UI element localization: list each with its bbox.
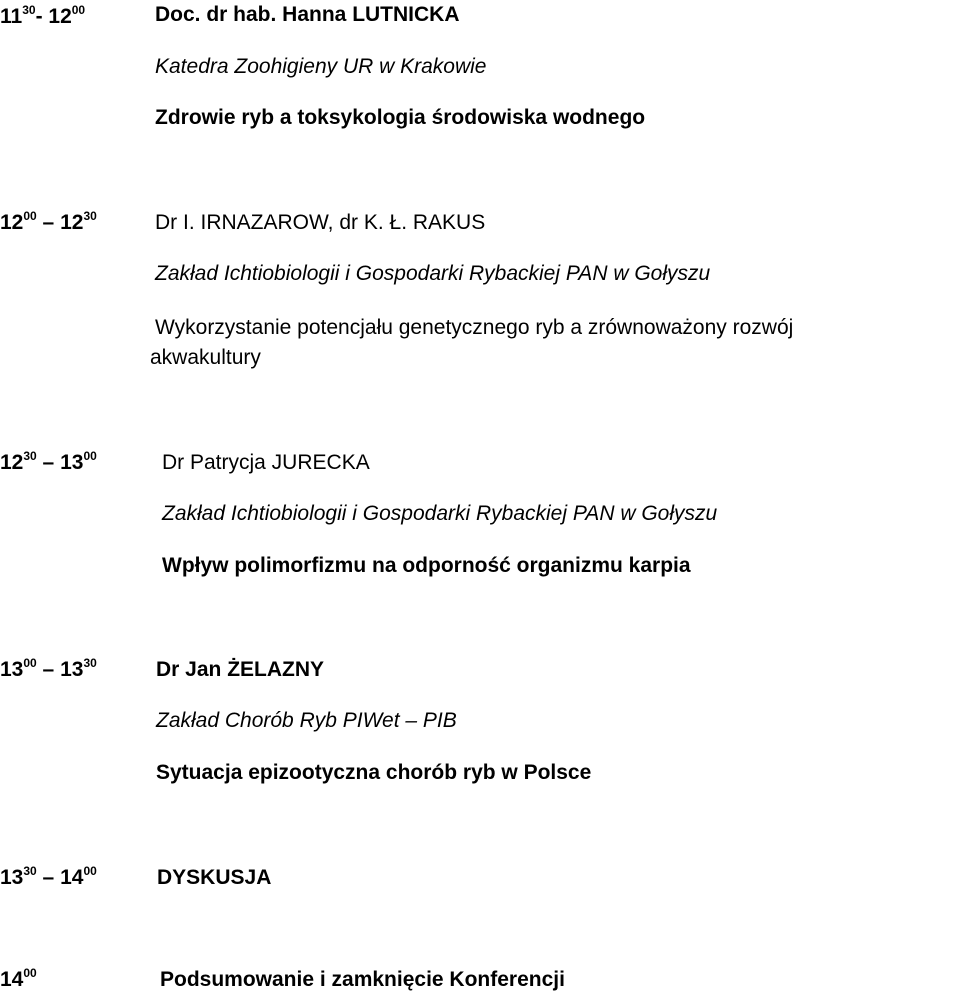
time-end-minutes: 00 (71, 3, 86, 17)
session-affiliation: Zakład Chorób Ryb PIWet – PIB (156, 709, 457, 732)
time-end-hour: 14 (60, 866, 84, 889)
time-start-hour: 13 (0, 658, 24, 681)
time-start-hour: 13 (0, 866, 24, 889)
session-affiliation: Zakład Ichtiobiologii i Gospodarki Rybackiej PAN w Gołyszu (155, 262, 711, 285)
time-end-hour: 13 (60, 451, 84, 474)
time-separator: - (35, 5, 49, 28)
session-title: Zdrowie ryb a toksykologia środowiska wodnego (155, 106, 646, 129)
session-speaker: DYSKUSJA (157, 866, 272, 889)
session-time (0, 967, 37, 993)
time-start-hour: 14 (0, 968, 24, 991)
time-end-hour: 12 (60, 211, 84, 234)
session-speaker: Dr I. IRNAZAROW, dr K. Ł. RAKUS (155, 211, 486, 234)
session-affiliation: Zakład Ichtiobiologii i Gospodarki Rybackiej PAN w Gołyszu (162, 502, 718, 525)
time-start-minutes: 00 (23, 656, 37, 670)
time-start-minutes: 30 (23, 864, 37, 878)
time-end-hour: 12 (48, 5, 72, 28)
session-time (0, 450, 97, 476)
time-start-hour: 11 (0, 5, 23, 28)
time-separator: – (36, 658, 61, 681)
time-start-minutes: 00 (23, 966, 37, 980)
session-title (155, 315, 955, 341)
time-end-minutes: 30 (83, 656, 97, 670)
time-end-hour: 13 (60, 658, 84, 681)
session-time (0, 210, 97, 236)
time-end-minutes: 00 (83, 449, 97, 463)
time-separator: – (36, 211, 61, 234)
time-end-minutes: 00 (83, 864, 97, 878)
time-start-minutes: 30 (23, 449, 37, 463)
time-start-hour: 12 (0, 211, 24, 234)
session-time (0, 4, 85, 30)
session-speaker: Doc. dr hab. Hanna LUTNICKA (155, 3, 460, 26)
session-speaker: Podsumowanie i zamknięcie Konferencji (160, 968, 565, 991)
time-separator: – (36, 451, 61, 474)
session-affiliation: Katedra Zoohigieny UR w Krakowie (155, 55, 487, 78)
session-title-line-2: akwakultury (150, 346, 261, 369)
time-start-minutes: 30 (22, 3, 36, 17)
time-start-hour: 12 (0, 451, 24, 474)
session-title: Wpływ polimorfizmu na odporność organizmu karpia (162, 554, 691, 577)
time-start-minutes: 00 (23, 209, 37, 223)
session-title-line-1: Wykorzystanie potencjału genetycznego ryb a zrównoważony rozwój (155, 316, 794, 339)
session-speaker: Dr Jan ŻELAZNY (156, 658, 325, 681)
session-title: Sytuacja epizootyczna chorób ryb w Polsce (156, 761, 592, 784)
session-time (0, 865, 97, 891)
time-end-minutes: 30 (83, 209, 97, 223)
time-separator: – (36, 866, 61, 889)
session-speaker: Dr Patrycja JURECKA (162, 451, 370, 474)
session-time (0, 657, 97, 683)
